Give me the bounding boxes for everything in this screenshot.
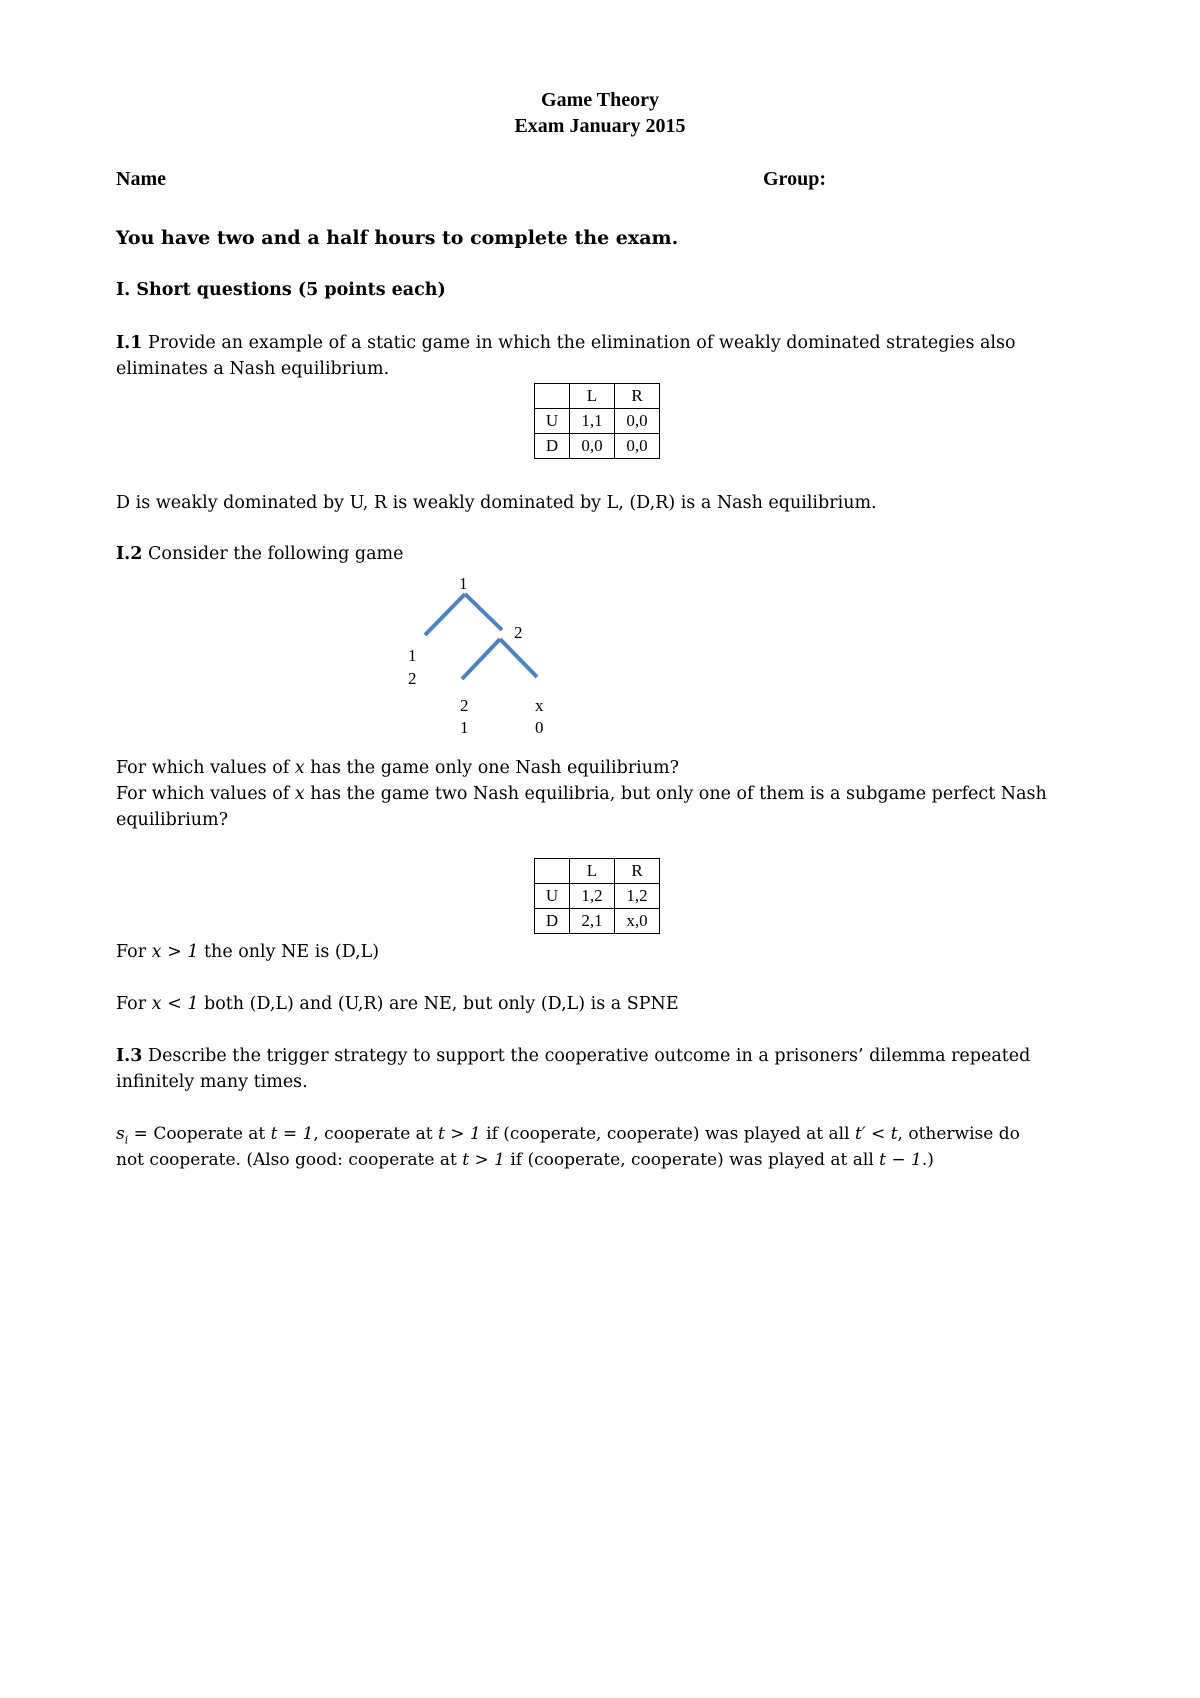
game-tree <box>0 0 1200 760</box>
col-header: R <box>615 384 660 409</box>
q3-answer-i: i <box>124 1133 129 1147</box>
q3-answer-m3: t′ < t <box>854 1124 898 1144</box>
tree-branch <box>462 639 500 679</box>
exam-subtitle: Exam January 2015 <box>514 115 686 137</box>
col-header: R <box>615 859 660 884</box>
q3-answer-p3: if (cooperate, cooperate) was played at all <box>480 1124 855 1144</box>
q3-answer-m2: t > 1 <box>438 1124 481 1144</box>
tree-payoff: 0 <box>535 718 544 737</box>
q3-answer-l2-p1: not cooperate. (Also good: cooperate at <box>116 1150 463 1170</box>
q3-answer-p2: , cooperate at <box>313 1124 439 1144</box>
instructions: You have two and a half hours to complete the exam. <box>116 227 679 249</box>
q3-answer-s: s <box>116 1124 125 1144</box>
payoff-cell: x,0 <box>615 909 660 934</box>
payoff-cell: 2,1 <box>570 909 615 934</box>
q2-question2-a: For which values of <box>116 784 295 804</box>
q2-answer1-math: x > 1 <box>151 942 199 962</box>
q3-answer-p1: = Cooperate at <box>128 1124 271 1144</box>
name-label: Name <box>116 168 166 190</box>
col-header: L <box>570 384 615 409</box>
row-header: U <box>535 409 570 434</box>
q2-question2-b: has the game two Nash equilibria, but only one of them is a subgame perfect Nash <box>304 784 1047 804</box>
row-header: D <box>535 434 570 459</box>
payoff-cell: 1,1 <box>570 409 615 434</box>
tree-payoff: 2 <box>408 669 417 688</box>
q2-question2 <box>116 781 1047 807</box>
q3-text-line2: infinitely many times. <box>116 1072 308 1092</box>
q2-answer2 <box>116 991 679 1017</box>
q2-text-body: Consider the following game <box>148 544 404 564</box>
q2-payoff-table <box>534 858 660 934</box>
table-corner <box>535 859 570 884</box>
q2-question1-a: For which values of <box>116 758 295 778</box>
q3-answer-p4: , otherwise do <box>897 1124 1020 1144</box>
payoff-cell: 1,2 <box>570 884 615 909</box>
q1-text-line1: Provide an example of a static game in which the elimination of weakly dominated strategies also <box>148 333 1016 353</box>
q3-answer-m1: t = 1 <box>270 1124 314 1144</box>
row-header: U <box>535 884 570 909</box>
q2-answer1-a: For <box>116 942 152 962</box>
section-heading: I. Short questions (5 points each) <box>116 280 446 300</box>
q2-question1 <box>116 755 679 781</box>
tree-branch <box>425 594 465 635</box>
q3-text-line1: Describe the trigger strategy to support the cooperative outcome in a prisoners’ dilemma repeated <box>148 1046 1031 1066</box>
tree-node-player1: 1 <box>459 574 468 593</box>
q2-answer1 <box>116 939 379 965</box>
q1-number: I.1 <box>116 333 143 353</box>
q2-question2-line2: equilibrium? <box>116 810 229 830</box>
row-header: D <box>535 909 570 934</box>
tree-payoff: x <box>535 696 544 715</box>
tree-node-player2: 2 <box>514 623 523 642</box>
q1-answer: D is weakly dominated by U, R is weakly dominated by L, (D,R) is a Nash equilibrium. <box>116 493 877 513</box>
payoff-cell: 0,0 <box>615 409 660 434</box>
tree-payoff: 2 <box>460 696 469 715</box>
tree-payoff: 1 <box>408 646 417 665</box>
tree-payoff: 1 <box>460 718 469 737</box>
payoff-cell: 0,0 <box>615 434 660 459</box>
group-label: Group: <box>763 168 826 190</box>
q2-answer2-a: For <box>116 994 152 1014</box>
q3-text <box>116 1043 1030 1069</box>
q2-question1-b: has the game only one Nash equilibrium? <box>304 758 680 778</box>
q3-answer-l2-m1: t > 1 <box>462 1150 505 1170</box>
q2-answer2-b: both (D,L) and (U,R) are NE, but only (D,L) is a SPNE <box>198 994 679 1014</box>
q2-question1-x: x <box>294 758 305 778</box>
q3-number: I.3 <box>116 1046 143 1066</box>
q1-text-line2: eliminates a Nash equilibrium. <box>116 359 390 379</box>
q2-answer2-math: x < 1 <box>151 994 199 1014</box>
q3-answer-l2-p3: .) <box>921 1150 934 1170</box>
tree-branch <box>465 594 502 630</box>
q2-question2-x: x <box>294 784 305 804</box>
payoff-cell: 1,2 <box>615 884 660 909</box>
q3-answer-line2 <box>116 1147 934 1173</box>
q3-answer-l2-m2: t − 1 <box>879 1150 922 1170</box>
exam-title: Game Theory <box>541 89 659 111</box>
q2-answer1-b: the only NE is (D,L) <box>198 942 380 962</box>
tree-branch <box>500 639 537 677</box>
q3-answer-l2-p2: if (cooperate, cooperate) was played at all <box>504 1150 880 1170</box>
q2-number: I.2 <box>116 544 143 564</box>
payoff-cell: 0,0 <box>570 434 615 459</box>
col-header: L <box>570 859 615 884</box>
